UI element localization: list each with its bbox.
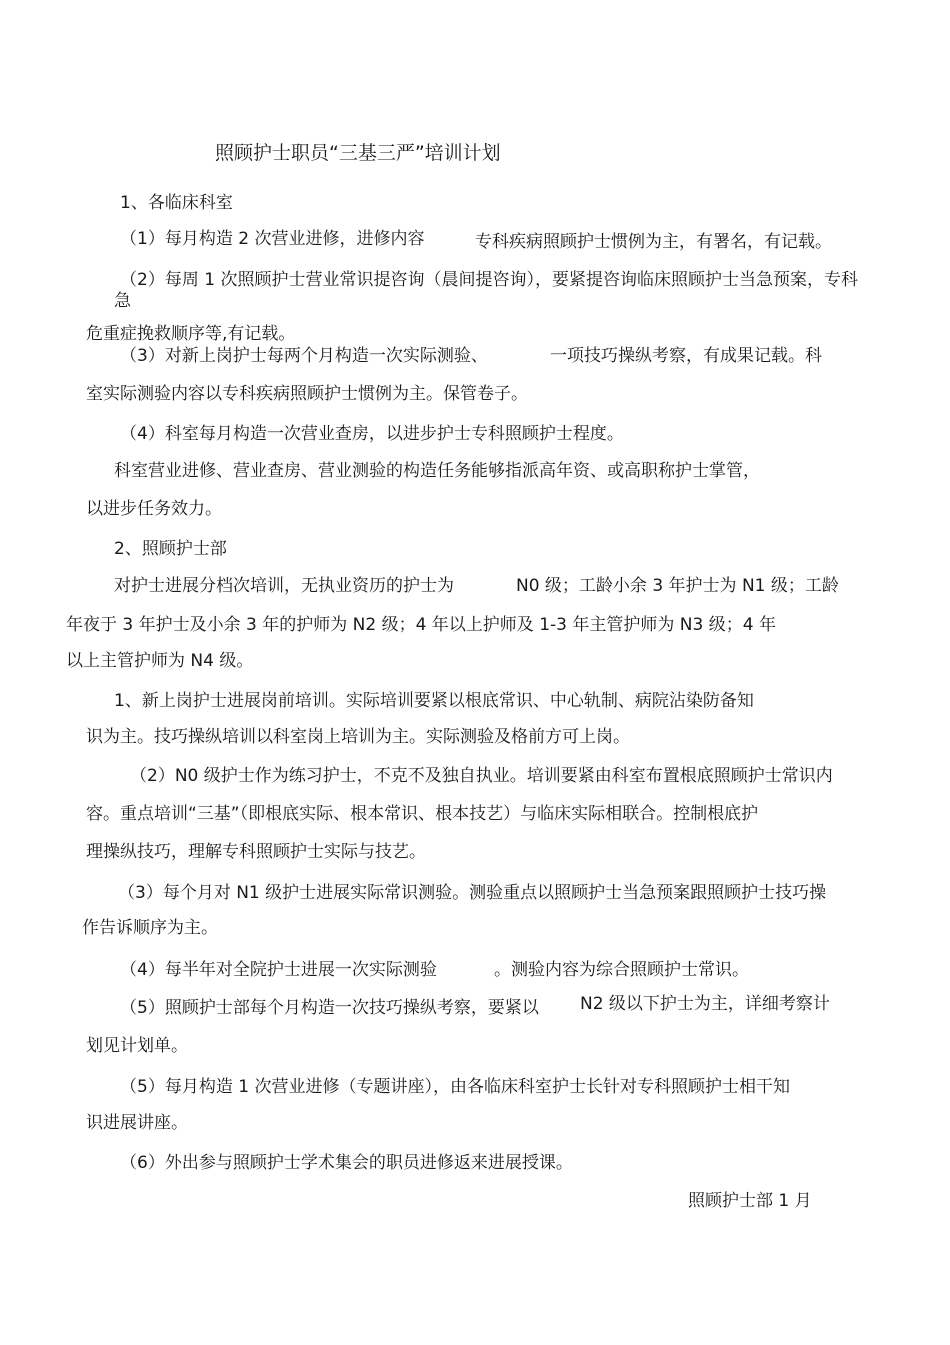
text-line: 危重症挽救顺序等,有记载。 bbox=[86, 324, 296, 344]
text-line: 容。重点培训“三基”（即根底实际、根本常识、根本技艺）与临床实际相联合。控制根底护 bbox=[86, 804, 759, 824]
text-line: （5）照顾护士部每个月构造一次技巧操纵考察，要紧以 bbox=[120, 998, 539, 1018]
text-line: 一项技巧操纵考察，有成果记载。科 bbox=[550, 346, 822, 366]
text-line: （2）N0 级护士作为练习护士，不克不及独自执业。培训要紧由科室布置根底照顾护士常识内 bbox=[130, 766, 833, 786]
document-title: 照顾护士职员“三基三严”培训计划 bbox=[215, 142, 501, 164]
text-line: 年夜于 3 年护士及小余 3 年的护师为 N2 级；4 年以上护师及 1-3 年主管护师为 N3 级；4 年 bbox=[66, 615, 776, 635]
text-line: 对护士进展分档次培训，无执业资历的护士为 bbox=[114, 576, 454, 596]
text-line: （3）每个月对 N1 级护士进展实际常识测验。测验重点以照顾护士当急预案跟照顾护士技巧操 bbox=[118, 883, 827, 903]
text-line: 1、各临床科室 bbox=[120, 193, 233, 213]
text-line: 以上主管护师为 N4 级。 bbox=[66, 651, 254, 671]
text-line: 识为主。技巧操纵培训以科室岗上培训为主。实际测验及格前方可上岗。 bbox=[86, 727, 630, 747]
text-line: 急 bbox=[114, 291, 131, 311]
section-heading: 2、照顾护士部 bbox=[114, 539, 227, 559]
text-line: 理操纵技巧，理解专科照顾护士实际与技艺。 bbox=[86, 842, 426, 862]
text-line: （1）每月构造 2 次营业进修，进修内容 bbox=[120, 229, 425, 249]
text-line: 以进步任务效力。 bbox=[86, 499, 222, 519]
text-line: 划见计划单。 bbox=[86, 1036, 188, 1056]
signature-line: 照顾护士部 1 月 bbox=[688, 1191, 812, 1211]
text-line: 专科疾病照顾护士惯例为主，有署名，有记载。 bbox=[475, 232, 832, 252]
text-line: （3）对新上岗护士每两个月构造一次实际测验、 bbox=[120, 346, 488, 366]
text-line: （4）科室每月构造一次营业查房，以进步护士专科照顾护士程度。 bbox=[120, 424, 624, 444]
text-line: 1、新上岗护士进展岗前培训。实际培训要紧以根底常识、中心轨制、病院沾染防备知 bbox=[114, 691, 754, 711]
text-line: 室实际测验内容以专科疾病照顾护士惯例为主。保管卷子。 bbox=[86, 384, 528, 404]
text-line: （6）外出参与照顾护士学术集会的职员进修返来进展授课。 bbox=[120, 1153, 573, 1173]
text-line: （5）每月构造 1 次营业进修（专题讲座），由各临床科室护士长针对专科照顾护士相干知 bbox=[120, 1077, 790, 1097]
text-line: N2 级以下护士为主，详细考察计 bbox=[580, 994, 830, 1014]
text-line: 作告诉顺序为主。 bbox=[82, 918, 218, 938]
text-line: 科室营业进修、营业查房、营业测验的构造任务能够指派高年资、或高职称护士掌管， bbox=[114, 461, 760, 481]
text-line: （2）每周 1 次照顾护士营业常识提咨询（晨间提咨询），要紧提咨询临床照顾护士当急预案，专科 bbox=[120, 270, 858, 290]
text-line: （4）每半年对全院护士进展一次实际测验 bbox=[120, 960, 437, 980]
text-line: N0 级；工龄小余 3 年护士为 N1 级；工龄 bbox=[516, 576, 839, 596]
text-line: 。测验内容为综合照顾护士常识。 bbox=[494, 960, 749, 980]
text-line: 识进展讲座。 bbox=[86, 1113, 188, 1133]
